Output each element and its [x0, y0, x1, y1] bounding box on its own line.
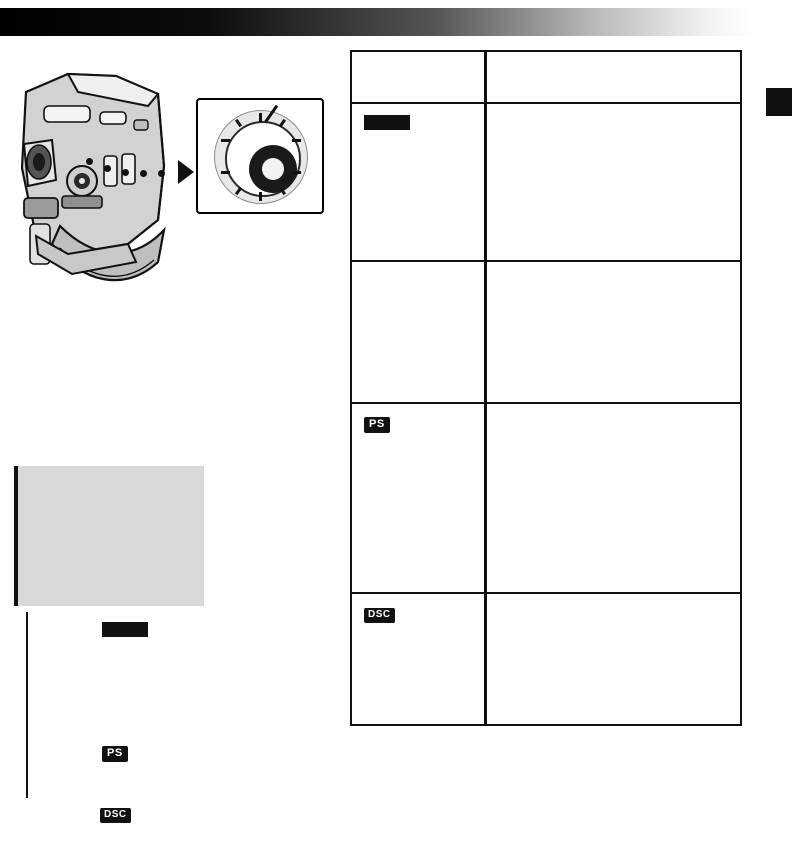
mode-dial-closeup	[196, 98, 324, 214]
gradient-header-bar	[0, 8, 752, 36]
table-cell-description	[487, 594, 740, 724]
note-panel	[14, 466, 204, 606]
table-cell-mode	[352, 262, 487, 402]
table-cell-mode	[352, 52, 487, 102]
table-cell-mode	[352, 404, 487, 592]
table-cell-description	[487, 104, 740, 260]
legend-list	[26, 612, 256, 860]
table-row	[352, 404, 740, 594]
table-row	[352, 104, 740, 262]
list-item	[26, 736, 256, 798]
mode-description-table	[350, 50, 742, 726]
list-item	[26, 798, 256, 860]
list-item	[26, 612, 256, 674]
list-item	[26, 674, 256, 736]
table-cell-description	[487, 404, 740, 592]
dial-hub	[249, 145, 297, 193]
table-cell-mode	[352, 104, 487, 260]
table-cell-description	[487, 52, 740, 102]
mode-badge-ps: PS	[364, 417, 390, 433]
mode-badge-dsc: DSC	[100, 808, 131, 823]
table-row	[352, 594, 740, 724]
arrow-head-icon	[178, 160, 194, 184]
mode-badge-dsc: DSC	[364, 608, 395, 623]
dial-inner-ring	[225, 121, 301, 197]
table-row	[352, 262, 740, 404]
table-row	[352, 52, 740, 104]
table-cell-description	[487, 262, 740, 402]
mode-badge-ps: PS	[102, 746, 128, 762]
dial-hub-center	[262, 158, 284, 180]
mode-badge-solid	[102, 622, 148, 637]
table-cell-mode	[352, 594, 487, 724]
page-edge-marker	[766, 88, 792, 116]
dial-outer-ring	[214, 110, 308, 204]
mode-badge-solid	[364, 115, 410, 130]
